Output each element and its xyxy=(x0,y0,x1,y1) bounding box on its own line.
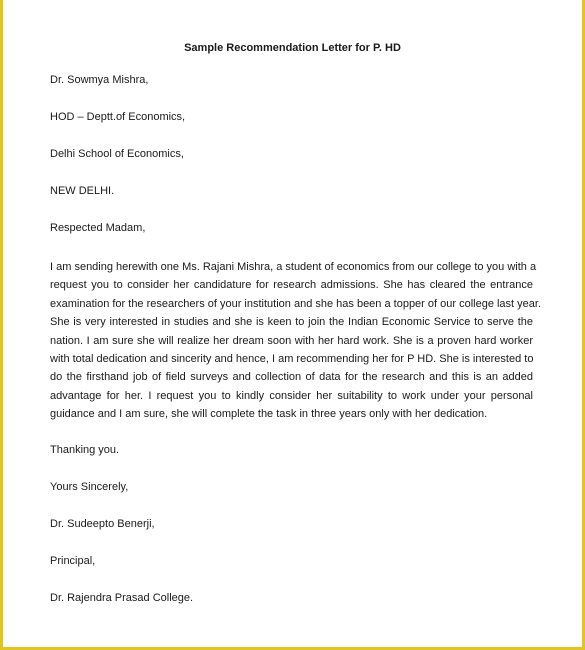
closing-thanks: Thanking you. xyxy=(50,444,120,456)
body-line: do the firsthand job of field surveys and collection of data for the research and this is an added xyxy=(50,371,533,384)
recipient-city: NEW DELHI. xyxy=(50,185,115,197)
salutation: Respected Madam, xyxy=(50,222,146,234)
letter-title: Sample Recommendation Letter for P. HD xyxy=(184,42,401,54)
recipient-position: HOD – Deptt.of Economics, xyxy=(50,111,186,123)
body-line: advantage for her. I request you to kindly consider her suitability to work under your personal xyxy=(50,389,533,402)
letter-body xyxy=(50,258,542,424)
signer-organization: Dr. Rajendra Prasad College. xyxy=(50,592,194,604)
recipient-institution: Delhi School of Economics, xyxy=(50,148,184,160)
body-line: I am sending herewith one Ms. Rajani Mishra, a student of economics from our college to you with a xyxy=(50,261,537,273)
body-line: She is very interested in studies and she is keen to join the Indian Economic Service to serve the xyxy=(50,316,533,329)
body-line: examination for the researchers of your institution and she has been a topper of our college last year. xyxy=(50,297,542,310)
signer-name: Dr. Sudeepto Benerji, xyxy=(50,518,155,530)
body-line: nation. I am sure she will realize her dream soon with her hard work. She is a proven hard worker xyxy=(50,334,533,347)
body-line: guidance and I am sure, she will complete the task in three years only with her dedication. xyxy=(50,408,488,421)
body-line: request you to consider her candidature for research admissions. She has cleared the entrance xyxy=(50,279,533,292)
signer-title: Principal, xyxy=(50,555,96,567)
body-line: with total dedication and sincerity and hence, I am recommending her for P HD. She is interested to xyxy=(50,353,534,366)
recipient-name: Dr. Sowmya Mishra, xyxy=(50,74,149,86)
closing-signoff: Yours Sincerely, xyxy=(50,481,129,493)
